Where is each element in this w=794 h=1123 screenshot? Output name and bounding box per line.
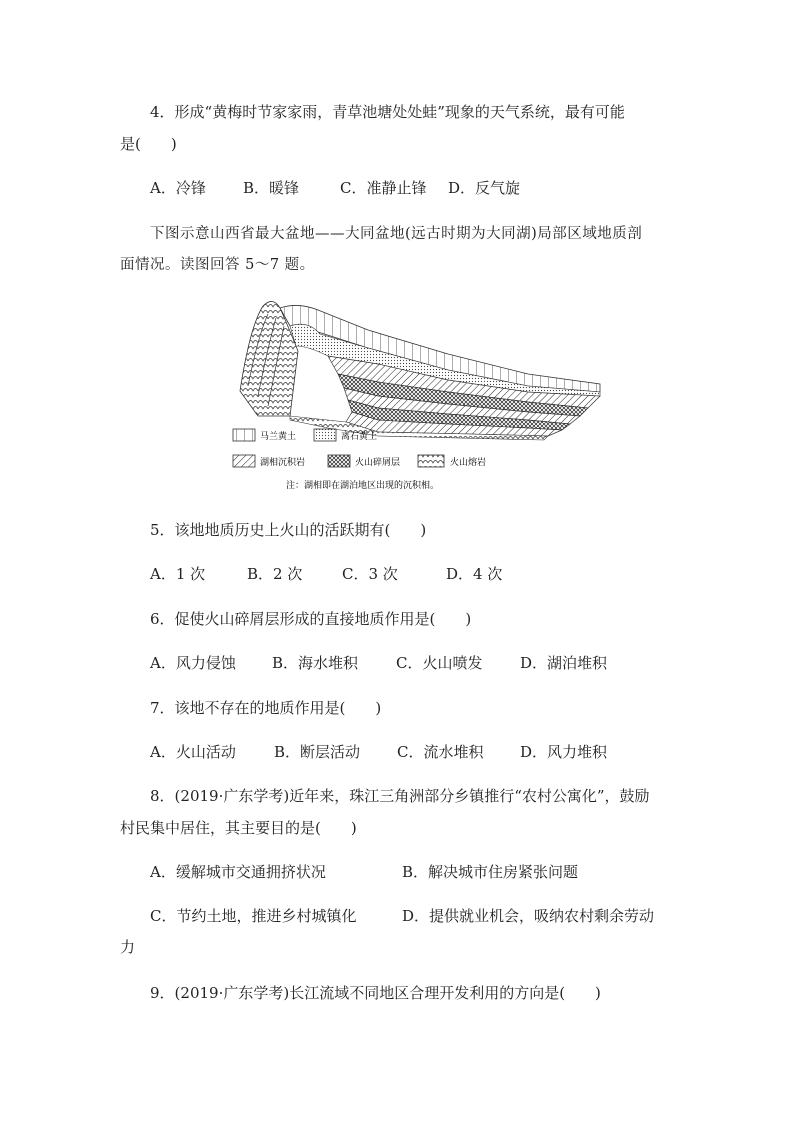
intro-line2: 面情况。读图回答 5～7 题。	[120, 257, 315, 273]
q6-option-c: C．火山喷发	[396, 654, 483, 672]
q8-stem-line1: 8．(2019·广东学考)近年来，珠江三角洲部分乡镇推行“农村公寓化”，鼓励	[150, 787, 650, 805]
q8-option-a: A．缓解城市交通拥挤状况	[150, 863, 326, 881]
q4-option-b: B．暖锋	[243, 179, 300, 197]
legend-lava: 火山熔岩	[450, 458, 487, 468]
legend-malan-loess: 马兰黄土	[260, 432, 297, 442]
q4-option-d: D．反气旋	[448, 179, 521, 197]
q9-stem: 9．(2019·广东学考)长江流域不同地区合理开发利用的方向是( )	[150, 984, 601, 1002]
q8-option-d-wrap: 力	[120, 938, 136, 956]
legend-lishi-loess: 离石黄土	[341, 432, 378, 442]
q5-option-b: B．2 次	[247, 565, 303, 583]
q7-option-d: D．风力堆积	[520, 743, 608, 761]
intro-line1: 下图示意山西省最大盆地——大同盆地(远古时期为大同湖)局部区域地质剖	[150, 226, 643, 242]
legend-lake-sediment: 湖相沉积岩	[260, 458, 306, 468]
q4-option-c: C．准静止锋	[340, 179, 427, 197]
q4-option-a: A．冷锋	[150, 179, 206, 197]
q6-option-d: D．湖泊堆积	[520, 654, 608, 672]
figure-note: 注：湖相即在湖泊地区出现的沉积相。	[286, 481, 440, 491]
q6-option-a: A．风力侵蚀	[150, 654, 236, 672]
q4-stem-line2: 是( )	[120, 135, 177, 153]
q4-stem-line1: 4．形成“黄梅时节家家雨，青草池塘处处蛙”现象的天气系统，最有可能	[150, 103, 625, 121]
q5-stem: 5．该地地质历史上火山的活跃期有( )	[150, 521, 427, 539]
q7-option-c: C．流水堆积	[397, 743, 484, 761]
legend-volcanic-clastic: 火山碎屑层	[355, 458, 401, 468]
q5-option-c: C．3 次	[342, 565, 398, 583]
q5-option-a: A．1 次	[150, 565, 206, 583]
geologic-cross-section-figure	[228, 296, 608, 496]
q7-option-a: A．火山活动	[150, 743, 236, 761]
q8-stem-line2: 村民集中居住，其主要目的是( )	[120, 819, 357, 837]
q5-option-d: D．4 次	[446, 565, 503, 583]
q8-option-d: D．提供就业机会，吸纳农村剩余劳动	[402, 907, 655, 925]
q6-option-b: B．海水堆积	[272, 654, 359, 672]
q7-option-b: B．断层活动	[274, 743, 361, 761]
q8-option-c: C．节约土地，推进乡村城镇化	[150, 907, 357, 925]
q7-stem: 7．该地不存在的地质作用是( )	[150, 699, 382, 717]
q6-stem: 6．促使火山碎屑层形成的直接地质作用是( )	[150, 610, 472, 628]
q8-option-b: B．解决城市住房紧张问题	[402, 863, 579, 881]
